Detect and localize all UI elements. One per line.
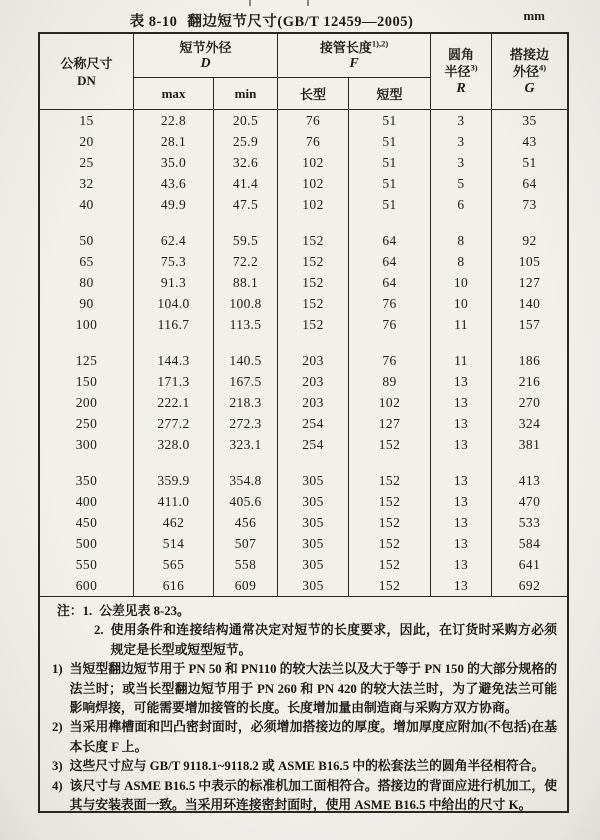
table-cell: 76	[349, 350, 431, 371]
table-row	[40, 152, 567, 173]
footnote	[52, 757, 557, 776]
footnote	[52, 660, 557, 718]
table-cell	[134, 335, 214, 350]
header-f-label: 接管长度	[319, 39, 372, 55]
header-g	[492, 34, 567, 109]
table-cell: 51	[349, 152, 431, 173]
table-title-text: 翻边短节尺寸(GB/T 12459—2005)	[187, 14, 414, 30]
table-cell: 72.2	[214, 251, 278, 272]
header-dn-line2: DN	[77, 72, 96, 88]
header-r-line2	[444, 63, 477, 80]
table-cell: 64	[349, 251, 431, 272]
footnote-marker: 3)	[52, 759, 63, 774]
header-f-subrow	[278, 78, 430, 109]
table-cell: 305	[278, 470, 349, 491]
table-row	[40, 392, 567, 413]
table-cell: 100	[40, 314, 134, 335]
table-cell: 20.5	[214, 110, 278, 131]
table-cell: 100.8	[214, 293, 278, 314]
table-row	[40, 173, 567, 194]
table-cell: 76	[349, 314, 431, 335]
table-caption	[6, 10, 537, 31]
table-row	[40, 533, 567, 554]
table-row	[40, 230, 567, 251]
table-cell: 80	[40, 272, 134, 293]
table-cell: 305	[278, 554, 349, 575]
table-cell: 3	[431, 110, 492, 131]
table-cell: 32	[40, 173, 134, 194]
table-cell: 13	[431, 392, 492, 413]
table-row	[40, 293, 567, 314]
scan-artifact	[249, 0, 251, 6]
table-cell	[492, 335, 567, 350]
table-cell: 152	[349, 470, 431, 491]
table-cell: 102	[349, 392, 431, 413]
table-cell: 254	[278, 434, 349, 455]
table-cell: 102	[278, 194, 349, 215]
table-cell: 92	[522, 232, 537, 248]
table-cell: 22.8	[134, 110, 214, 131]
footnote	[94, 621, 557, 660]
table-cell: 76	[278, 131, 349, 152]
header-d-title	[134, 34, 277, 78]
footnote-text: 这些尺寸应与 GB/T 9118.1~9118.2 或 ASME B16.5 中的松套法兰的圆角半径相符合。	[69, 759, 545, 774]
table-cell: 51	[349, 173, 431, 194]
table-row	[40, 110, 567, 131]
table-header	[40, 34, 567, 110]
table-cell: 272.3	[214, 413, 278, 434]
table-cell: 400	[40, 491, 134, 512]
scan-artifact	[307, 0, 309, 6]
table-cell: 8	[431, 251, 492, 272]
table-cell: 102	[278, 173, 349, 194]
table-cell: 203	[278, 371, 349, 392]
table-cell: 152	[349, 491, 431, 512]
table-cell: 13	[431, 371, 492, 392]
table-cell: 203	[278, 392, 349, 413]
table-cell: 13	[431, 512, 492, 533]
table-box	[38, 32, 569, 813]
table-cell: 216	[518, 373, 541, 389]
header-g-line2	[513, 63, 546, 80]
table-row	[40, 131, 567, 152]
table-cell: 88.1	[214, 272, 278, 293]
table-cell: 28.1	[134, 131, 214, 152]
table-cell: 40	[40, 194, 134, 215]
table-cell: 51	[349, 131, 431, 152]
table-cell: 13	[431, 491, 492, 512]
table-cell: 3	[431, 131, 492, 152]
table-cell	[214, 335, 278, 350]
table-cell	[214, 215, 278, 230]
table-cell: 50	[40, 230, 134, 251]
table-cell: 558	[214, 554, 278, 575]
footnote-marker: 2)	[52, 720, 63, 735]
table-cell: 144.3	[134, 350, 214, 371]
table-cell: 616	[134, 575, 214, 596]
table-row	[40, 575, 567, 596]
header-d-min: min	[234, 85, 257, 101]
table-cell	[431, 455, 492, 470]
unit-label: mm	[523, 8, 545, 23]
table-row	[40, 554, 567, 575]
table-cell: 305	[278, 512, 349, 533]
table-cell: 254	[278, 413, 349, 434]
table-group-gap	[40, 455, 567, 470]
header-g-line1: 搭接边	[509, 47, 549, 62]
table-cell: 354.8	[214, 470, 278, 491]
table-cell: 152	[349, 575, 431, 596]
footnote-text: 该尺寸与 ASME B16.5 中表示的标准机加工面相符合。搭接边的背面应进行机加工，使其与安装表面一致。当采用环连接密封面时，使用 ASME B16.5 中给出的尺寸 K。	[69, 778, 557, 813]
table-cell	[40, 455, 134, 470]
table-cell: 462	[134, 512, 214, 533]
table-cell: 250	[40, 413, 134, 434]
header-f-footnote-ref: 1),2)	[371, 38, 389, 49]
header-group-f	[278, 34, 431, 109]
table-cell: 11	[431, 350, 492, 371]
table-cell: 59.5	[214, 230, 278, 251]
header-r	[431, 34, 492, 109]
table-cell: 323.1	[214, 434, 278, 455]
header-g-label: 外径	[512, 64, 539, 79]
table-cell: 64	[349, 230, 431, 251]
table-cell: 35.0	[134, 152, 214, 173]
table-cell: 167.5	[214, 371, 278, 392]
table-cell: 13	[431, 554, 492, 575]
table-cell: 49.9	[134, 194, 214, 215]
table-cell: 305	[278, 575, 349, 596]
table-cell	[278, 455, 349, 470]
table-cell: 64	[349, 272, 431, 293]
footnote	[52, 777, 557, 816]
table-cell: 641	[518, 556, 541, 572]
table-cell: 3	[431, 152, 492, 173]
table-cell: 171.3	[134, 371, 214, 392]
table-cell: 300	[40, 434, 134, 455]
table-number: 表 8-10	[129, 14, 178, 30]
table-cell: 507	[214, 533, 278, 554]
header-g-footnote-ref: 4)	[538, 62, 547, 73]
table-cell	[431, 335, 492, 350]
table-cell: 152	[278, 230, 349, 251]
table-cell	[40, 215, 134, 230]
footnote-text: 当短型翻边短节用于 PN 50 和 PN110 的较大法兰以及大于等于 PN 150 的大部分规格的法兰时；或当长型翻边短节用于 PN 260 和 PN 420 的较大法兰时，为了避免法兰可能影响焊接，可能需要增加接管的长度。长度增加量由制造商与采购方双方协商。	[69, 662, 557, 716]
table-row	[40, 251, 567, 272]
table-cell: 514	[134, 533, 214, 554]
table-cell: 200	[40, 392, 134, 413]
table-cell	[278, 335, 349, 350]
header-g-symbol: G	[524, 81, 535, 96]
table-row	[40, 194, 567, 215]
table-cell: 51	[349, 194, 431, 215]
table-cell: 533	[518, 514, 541, 530]
table-cell: 89	[349, 371, 431, 392]
table-row	[40, 272, 567, 293]
header-d-subrow	[134, 78, 277, 109]
table-cell	[278, 215, 349, 230]
table-row	[40, 434, 567, 455]
header-d-max: max	[134, 78, 214, 109]
header-group-d	[134, 34, 278, 109]
table-cell: 500	[40, 533, 134, 554]
table-cell: 584	[518, 535, 541, 551]
table-cell: 152	[278, 272, 349, 293]
table-cell: 152	[278, 293, 349, 314]
footnote-text: 使用条件和连接结构通常决定对短节的长度要求，因此，在订货时采购方必须规定是长型或短型短节。	[110, 623, 557, 657]
table-cell: 8	[431, 230, 492, 251]
table-cell: 6	[431, 194, 492, 215]
table-cell: 116.7	[134, 314, 214, 335]
table-cell: 359.9	[134, 470, 214, 491]
table-cell: 13	[431, 533, 492, 554]
table-cell: 328.0	[134, 434, 214, 455]
table-cell	[349, 215, 431, 230]
table-cell: 127	[349, 413, 431, 434]
header-dn	[40, 34, 134, 109]
table-cell: 47.5	[214, 194, 278, 215]
table-cell: 218.3	[214, 392, 278, 413]
table-cell: 102	[278, 152, 349, 173]
table-cell: 43.6	[134, 173, 214, 194]
table-cell	[40, 335, 134, 350]
table-cell: 13	[431, 413, 492, 434]
table-cell: 25	[40, 152, 134, 173]
table-cell: 222.1	[134, 392, 214, 413]
table-cell: 51	[522, 154, 537, 170]
table-notes	[40, 596, 567, 819]
table-cell: 127	[518, 274, 541, 290]
table-cell: 75.3	[134, 251, 214, 272]
table-cell: 413	[518, 472, 541, 488]
table-cell: 140.5	[214, 350, 278, 371]
table-cell: 5	[431, 173, 492, 194]
table-cell	[134, 215, 214, 230]
table-cell: 186	[518, 352, 541, 368]
footnote-marker: 2.	[94, 623, 104, 638]
table-cell: 152	[278, 251, 349, 272]
table-cell: 65	[40, 251, 134, 272]
table-cell: 32.6	[214, 152, 278, 173]
table-cell: 13	[431, 434, 492, 455]
footnote-text: 当采用榫槽面和凹凸密封面时，必须增加搭接边的厚度。增加厚度应附加(不包括)在基本长度 F 上。	[69, 720, 557, 754]
footnote-text: 公差见表 8-23。	[99, 604, 190, 618]
table-cell: 152	[349, 434, 431, 455]
table-cell: 350	[40, 470, 134, 491]
table-cell: 150	[40, 371, 134, 392]
footnote-marker: 注：1.	[57, 604, 93, 618]
table-cell: 105	[518, 253, 541, 269]
header-r-symbol: R	[456, 81, 466, 96]
table-cell: 76	[278, 110, 349, 131]
table-cell: 305	[278, 491, 349, 512]
table-cell: 270	[518, 394, 541, 410]
footnote-marker: 1)	[52, 662, 63, 677]
table-cell: 157	[518, 316, 541, 332]
table-cell: 305	[278, 533, 349, 554]
table-cell: 90	[40, 293, 134, 314]
table-cell: 470	[518, 493, 541, 509]
table-cell: 550	[40, 554, 134, 575]
table-row	[40, 350, 567, 371]
header-f-text	[320, 40, 388, 56]
table-cell: 62.4	[134, 230, 214, 251]
table-cell: 609	[214, 575, 278, 596]
table-cell: 203	[278, 350, 349, 371]
table-cell: 381	[518, 436, 541, 452]
table-row	[40, 413, 567, 434]
table-cell: 76	[349, 293, 431, 314]
table-group-gap	[40, 335, 567, 350]
footnote-marker: 4)	[52, 778, 63, 793]
table-cell: 411.0	[134, 491, 214, 512]
table-cell: 13	[431, 470, 492, 491]
table-cell: 10	[431, 293, 492, 314]
table-cell	[349, 335, 431, 350]
table-cell: 456	[214, 512, 278, 533]
table-cell: 10	[431, 272, 492, 293]
table-cell	[349, 455, 431, 470]
table-cell	[431, 215, 492, 230]
header-r-label: 半径	[444, 64, 471, 79]
table-group-gap	[40, 215, 567, 230]
table-cell	[492, 455, 567, 470]
table-cell: 565	[134, 554, 214, 575]
table-row	[40, 371, 567, 392]
table-row	[40, 314, 567, 335]
table-cell: 20	[40, 131, 134, 152]
table-cell: 450	[40, 512, 134, 533]
table-cell: 324	[518, 415, 541, 431]
table-cell	[214, 455, 278, 470]
table-cell: 152	[349, 554, 431, 575]
table-cell: 104.0	[134, 293, 214, 314]
header-f-short: 短型	[376, 87, 403, 102]
header-f-title	[278, 34, 430, 78]
table-cell: 405.6	[214, 491, 278, 512]
table-cell	[492, 215, 567, 230]
header-dn-line1: 公称尺寸	[60, 55, 113, 71]
table-cell: 277.2	[134, 413, 214, 434]
table-body	[40, 110, 567, 596]
header-r-line1: 圆角	[447, 47, 474, 62]
table-row	[40, 470, 567, 491]
footnote	[57, 602, 557, 621]
table-cell: 13	[431, 575, 492, 596]
table-cell: 140	[518, 295, 541, 311]
table-cell: 91.3	[134, 272, 214, 293]
header-f-symbol: F	[349, 55, 359, 71]
header-f-long: 长型	[278, 78, 349, 109]
title-bar	[38, 10, 569, 30]
table-cell: 125	[40, 350, 134, 371]
table-row	[40, 512, 567, 533]
header-r-footnote-ref: 3)	[470, 62, 478, 73]
header-d-text: 短节外径	[179, 39, 232, 55]
table-cell: 35	[522, 112, 537, 128]
table-cell: 600	[40, 575, 134, 596]
table-cell: 152	[349, 512, 431, 533]
table-row	[40, 491, 567, 512]
footnote	[52, 718, 557, 757]
header-d-symbol: D	[200, 55, 211, 71]
table-cell: 692	[518, 577, 541, 593]
table-cell: 113.5	[214, 314, 278, 335]
table-cell	[134, 455, 214, 470]
table-cell: 25.9	[214, 131, 278, 152]
table-cell: 41.4	[214, 173, 278, 194]
table-cell: 51	[349, 110, 431, 131]
table-cell: 152	[349, 533, 431, 554]
table-cell: 73	[522, 196, 537, 212]
table-cell: 152	[278, 314, 349, 335]
table-cell: 43	[522, 133, 537, 149]
table-cell: 11	[431, 314, 492, 335]
table-cell: 15	[40, 110, 134, 131]
table-cell: 64	[522, 175, 537, 191]
